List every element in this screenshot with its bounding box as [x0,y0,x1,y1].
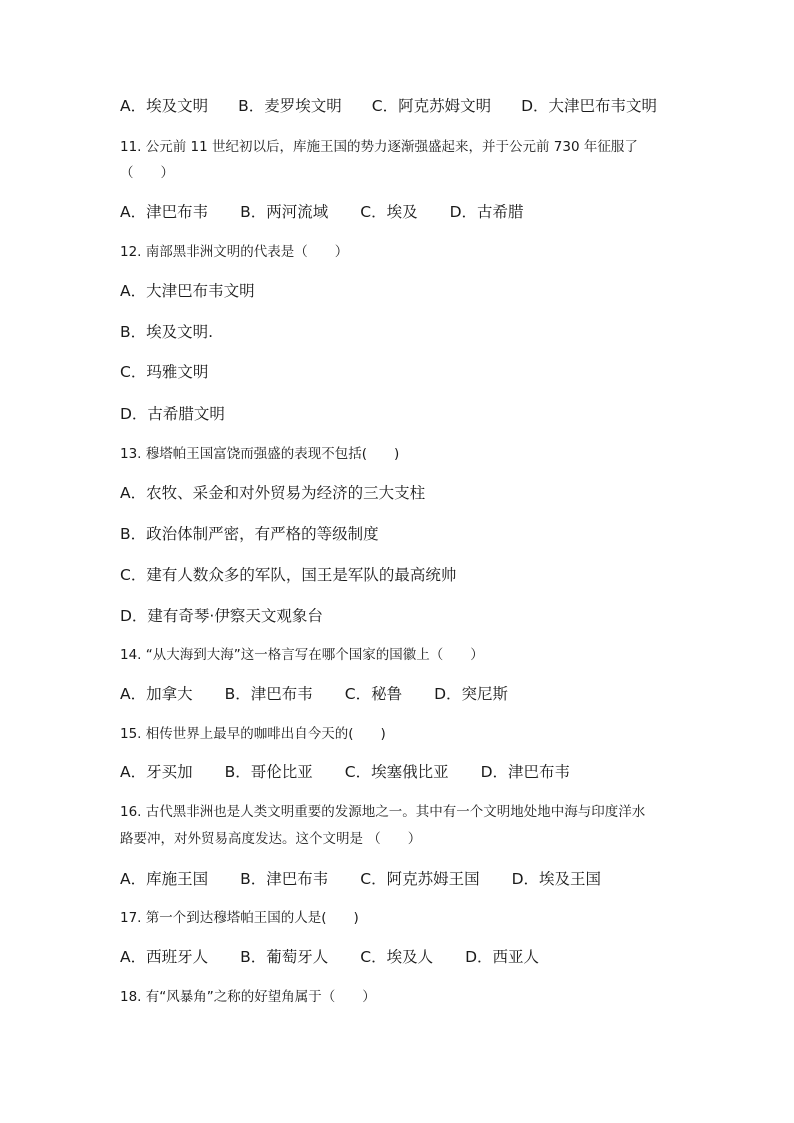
q10-option-b: B．麦罗埃文明 [238,97,342,115]
q16-text-line1: 16. 古代黑非洲也是人类文明重要的发源地之一。其中有一个文明地处地中海与印度洋水 [120,804,646,820]
q17-option-c: C．埃及人 [360,948,434,966]
q14-option-c: C．秘鲁 [344,685,403,703]
q13-option-c: C．建有人数众多的军队，国王是军队的最高统帅 [120,566,457,584]
q10-option-c: C．阿克苏姆文明 [371,97,492,115]
q17-option-b: B．葡萄牙人 [240,948,329,966]
q17-options [120,947,539,967]
q17-option-a: A．西班牙人 [120,948,209,966]
q15-option-c: C．埃塞俄比亚 [344,763,449,781]
q11-option-b: B．两河流域 [240,203,329,221]
q12-option-a: A．大津巴布韦文明 [120,282,255,300]
q18-text: 18. 有“风暴角”之称的好望角属于（ ） [120,989,376,1005]
q12-text: 12. 南部黑非洲文明的代表是（ ） [120,244,349,260]
q16-options [120,869,601,889]
q13-option-d: D．建有奇琴·伊察天文观象台 [120,607,323,625]
q12-option-d: D．古希腊文明 [120,405,225,423]
q14-option-d: D．突尼斯 [434,685,509,703]
q16-option-d: D．埃及王国 [511,870,602,888]
q14-option-a: A．加拿大 [120,685,193,703]
q11-option-d: D．古希腊 [449,203,524,221]
q15-option-d: D．津巴布韦 [480,763,571,781]
q13-text: 13. 穆塔帕王国富饶而强盛的表现不包括( ) [120,446,400,462]
q17-text: 17. 第一个到达穆塔帕王国的人是( ) [120,910,359,926]
q11-options [120,202,524,222]
q14-options [120,684,508,704]
q10-options [120,96,657,116]
q16-option-c: C．阿克苏姆王国 [360,870,480,888]
q15-option-b: B．哥伦比亚 [224,763,313,781]
q15-option-a: A．牙买加 [120,763,193,781]
q11-text: 11. 公元前 11 世纪初以后，库施王国的势力逐渐强盛起来，并于公元前 730 年征服了 [120,139,638,155]
q16-option-b: B．津巴布韦 [240,870,329,888]
q15-options [120,762,570,782]
q13-option-b: B．政治体制严密，有严格的等级制度 [120,525,379,543]
q11-bracket: （ ） [120,165,174,181]
q13-option-a: A．农牧、采金和对外贸易为经济的三大支柱 [120,484,426,502]
q17-option-d: D．西亚人 [465,948,540,966]
q14-option-b: B．津巴布韦 [224,685,313,703]
q12-option-b: B．埃及文明. [120,323,214,341]
q12-option-c: C．玛雅文明 [120,363,209,381]
q16-text-line2: 路要冲，对外贸易高度发达。这个文明是 （ ） [120,831,422,847]
q15-text: 15. 相传世界上最早的咖啡出自今天的( ) [120,726,386,742]
q11-option-c: C．埃及 [360,203,418,221]
q11-option-a: A．津巴布韦 [120,203,209,221]
q14-text: 14. “从大海到大海”这一格言写在哪个国家的国徽上（ ） [120,647,484,663]
q16-option-a: A．库施王国 [120,870,209,888]
q10-option-a: A．埃及文明 [120,97,209,115]
q10-option-d: D．大津巴布韦文明 [521,97,658,115]
